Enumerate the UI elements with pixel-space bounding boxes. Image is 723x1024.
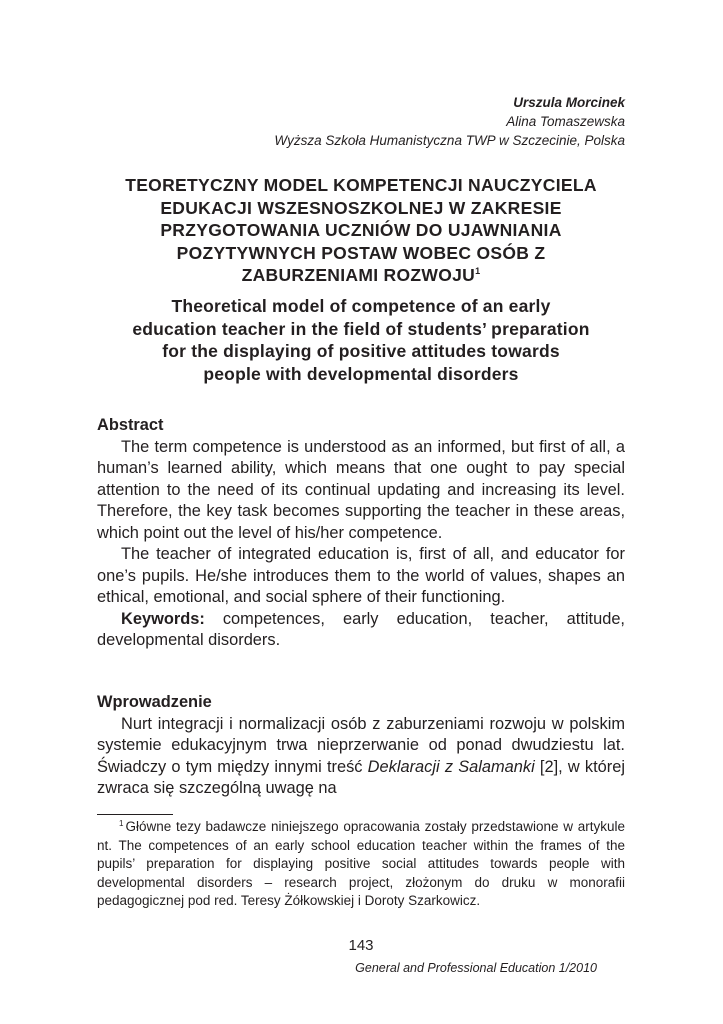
affiliation: Wyższa Szkoła Humanistyczna TWP w Szczecinie, Polska (274, 133, 625, 148)
introduction-heading: Wprowadzenie (97, 693, 212, 711)
abstract-paragraph: The term competence is understood as an informed, but first of all, a human’s learned ability, which means that one ought to pay special attention to the need of its continual updating and increasing its level. Therefore, the key task becomes supporting the teacher in these areas, which point out the level of his/her competence. (97, 437, 625, 542)
title-line: Theoretical model of competence of an early (171, 296, 551, 316)
title-line: POZYTYWNYCH POSTAW WOBEC OSÓB Z (176, 242, 546, 263)
author-name: Alina Tomaszewska (506, 114, 625, 129)
footnote-ref: 1 (475, 266, 481, 276)
footnote-number: 1 (119, 819, 124, 828)
author-block (274, 93, 625, 150)
title-line (97, 264, 625, 287)
introduction-section (97, 692, 625, 800)
cited-title: Deklaracji z Salamanki (367, 757, 535, 776)
footnote-separator (97, 814, 173, 815)
paragraph-text: Nurt integracji i normalizacji osób z zaburzeniami rozwoju w polskim systemie edukacyjnym trwa nieprzerwanie od ponad dwudziestu lat. Świadczy o tym między innymi treść (97, 714, 625, 776)
title-english (97, 295, 625, 385)
journal-footer: General and Professional Education 1/2010 (355, 961, 597, 975)
title-polish (97, 174, 625, 287)
author-name: Urszula Morcinek (513, 95, 625, 110)
keywords-text: competences, early education, teacher, attitude, developmental disorders. (97, 609, 625, 649)
footnote (97, 818, 625, 911)
title-line: people with developmental disorders (203, 363, 519, 384)
abstract-heading: Abstract (97, 416, 164, 434)
paragraph-text: [2], w której zwraca się szczególną uwagę na (97, 757, 625, 797)
introduction-paragraph (97, 714, 625, 800)
footnote-text (97, 818, 625, 911)
title-line: education teacher in the field of students’ preparation (132, 318, 590, 339)
keywords (97, 609, 625, 652)
page-number: 143 (348, 937, 374, 954)
abstract-section (97, 415, 625, 652)
title-line: for the displaying of positive attitudes towards (162, 341, 560, 361)
title-line: PRZYGOTOWANIA UCZNIÓW DO UJAWNIANIA (160, 220, 562, 240)
title-line-text: ZABURZENIAMI ROZWOJU (241, 265, 476, 285)
keywords-label: Keywords: (121, 609, 205, 628)
abstract-paragraph: The teacher of integrated education is, first of all, and educator for one’s pupils. He/she introduces them to the world of values, shapes an ethical, emotional, and social sphere of their functioning. (97, 545, 625, 606)
title-line: TEORETYCZNY MODEL KOMPETENCJI NAUCZYCIELA (125, 175, 597, 195)
title-line: EDUKACJI WSZESNOSZKOLNEJ W ZAKRESIE (160, 197, 562, 218)
footnote-body: Główne tezy badawcze niniejszego opracowania zostały przedstawione w artykule nt. The competences of an early school education teacher within the frames of the pupils’ preparation for displaying positive social attitudes towards people with developmental disorders – research project, złożonym do druku w monorafii pedagogicznej pod red. Teresy Żółkowskiej i Doroty Szarkowicz. (97, 819, 625, 908)
